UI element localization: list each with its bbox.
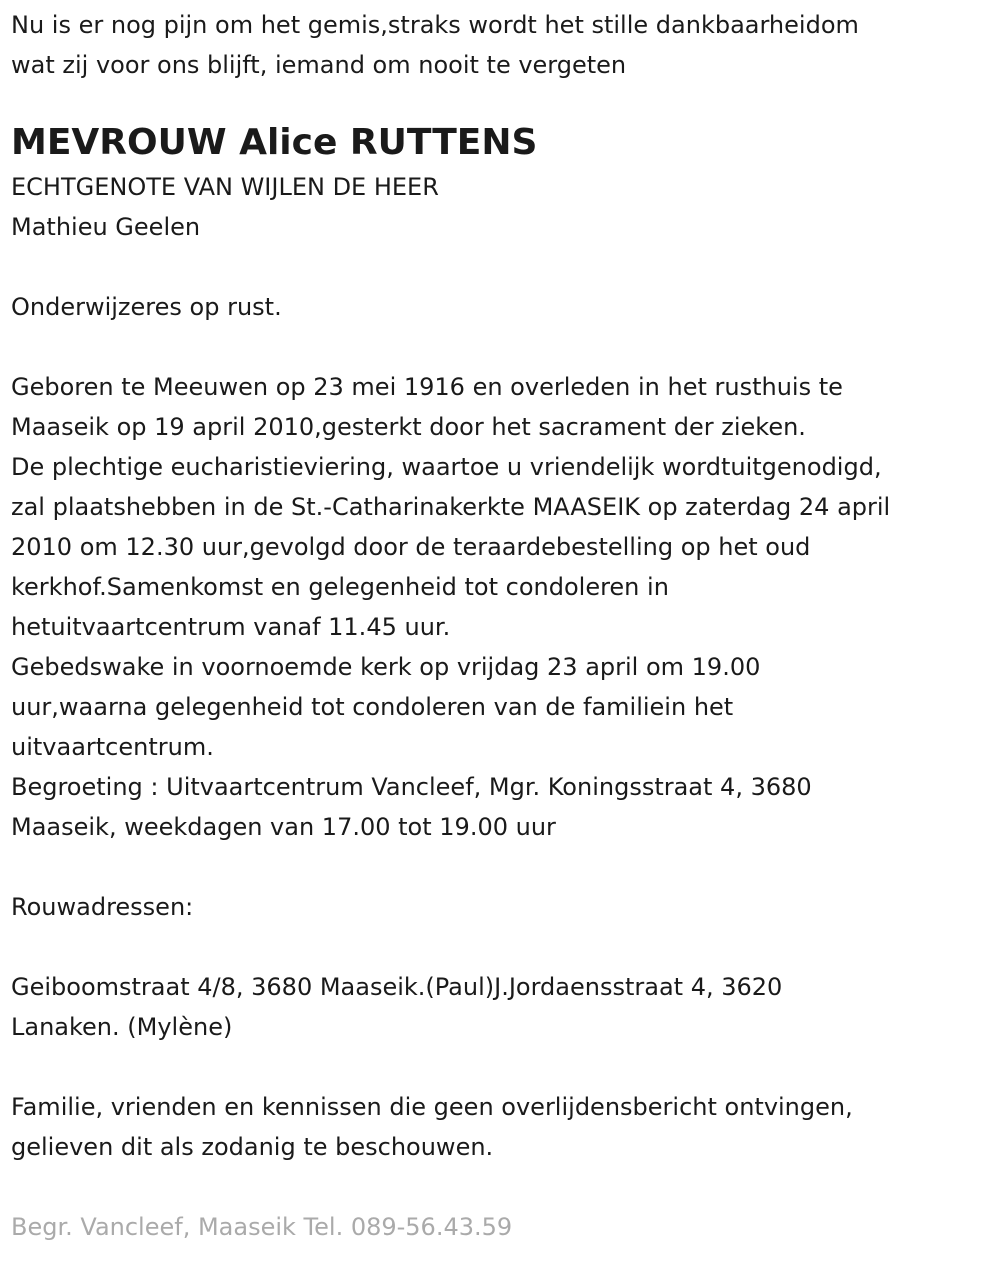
footer-contact: Begr. Vancleef, Maaseik Tel. 089-56.43.59: [11, 1213, 513, 1241]
body-line: zal plaatshebben in de St.-Catharinakerkte MAASEIK op zaterdag 24 april: [11, 493, 891, 521]
body-line: Begroeting : Uitvaartcentrum Vancleef, Mgr. Koningsstraat 4, 3680: [11, 773, 812, 801]
address-line-1: Geiboomstraat 4/8, 3680 Maaseik.(Paul)J.Jordaensstraat 4, 3620: [11, 973, 783, 1001]
notice-line-1: Familie, vrienden en kennissen die geen overlijdensbericht ontvingen,: [11, 1093, 853, 1121]
motto-line-1: Nu is er nog pijn om het gemis,straks wordt het stille dankbaarheidom: [11, 11, 859, 39]
body-line: uitvaartcentrum.: [11, 733, 214, 761]
spouse-name: Mathieu Geelen: [11, 213, 201, 241]
spacer: [11, 847, 991, 887]
body-line: uur,waarna gelegenheid tot condoleren van de familiein het: [11, 693, 734, 721]
body-line: Maaseik op 19 april 2010,gesterkt door het sacrament der zieken.: [11, 413, 806, 441]
spacer: [11, 927, 991, 967]
body-line: De plechtige eucharistieviering, waartoe u vriendelijk wordtuitgenodigd,: [11, 453, 882, 481]
body-line: Geboren te Meeuwen op 23 mei 1916 en overleden in het rusthuis te: [11, 373, 843, 401]
motto-line-2: wat zij voor ons blijft, iemand om nooit te vergeten: [11, 51, 627, 79]
body-line: 2010 om 12.30 uur,gevolgd door de teraardebestelling op het oud: [11, 533, 811, 561]
spacer: [11, 1167, 991, 1207]
spacer: [11, 327, 991, 367]
body-line: kerkhof.Samenkomst en gelegenheid tot condoleren in: [11, 573, 669, 601]
spacer: [11, 1047, 991, 1087]
death-notice: [11, 5, 991, 1247]
body-line: Gebedswake in voornoemde kerk op vrijdag 23 april om 19.00: [11, 653, 761, 681]
profession-text: Onderwijzeres op rust.: [11, 293, 282, 321]
body-line: hetuitvaartcentrum vanaf 11.45 uur.: [11, 613, 451, 641]
notice-line-2: gelieven dit als zodanig te beschouwen.: [11, 1133, 494, 1161]
address-line-2: Lanaken. (Mylène): [11, 1013, 233, 1041]
spacer: [11, 247, 991, 287]
addresses-heading: Rouwadressen:: [11, 893, 194, 921]
deceased-name: MEVROUW Alice RUTTENS: [11, 122, 538, 163]
relation-text: ECHTGENOTE VAN WIJLEN DE HEER: [11, 173, 439, 201]
body-line: Maaseik, weekdagen van 17.00 tot 19.00 uur: [11, 813, 556, 841]
